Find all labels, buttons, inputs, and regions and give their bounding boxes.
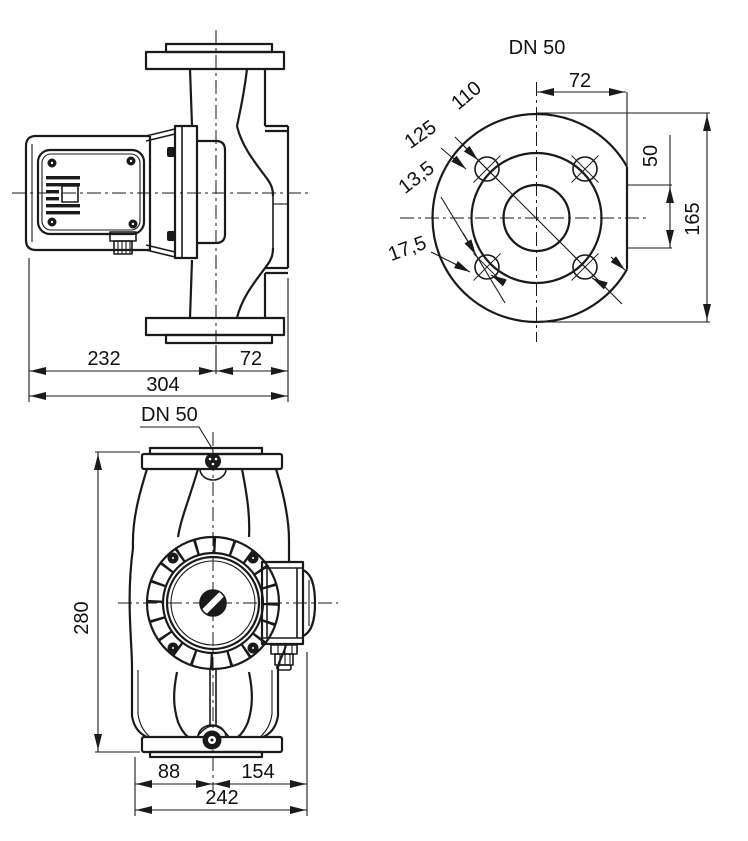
flange-dim-72 [537, 70, 627, 166]
side-view-dimensions [29, 258, 288, 402]
dim-label-110: 110 [447, 77, 486, 115]
vent-slots [46, 176, 80, 214]
adapter-plate [175, 126, 197, 258]
neck-right [237, 69, 247, 126]
dim-label-125: 125 [400, 116, 441, 154]
flange-dim-50 [628, 135, 672, 248]
neck-bottom-left [190, 260, 192, 318]
dim-label-280: 280 [71, 601, 93, 635]
flange-view [385, 37, 710, 342]
dim-label-17-5: 17,5 [385, 231, 430, 266]
dim-label-13-5: 13,5 [394, 157, 439, 199]
adapter-bolt-top [167, 147, 176, 157]
volute-curve-top [237, 126, 273, 196]
dim-label-304: 304 [146, 374, 180, 396]
bottom-flange [146, 318, 284, 335]
dim-label-242: 242 [205, 787, 239, 809]
adapter-bolt-bottom [167, 231, 176, 241]
dim-label-154: 154 [241, 761, 275, 783]
impeller-chamber [197, 141, 225, 243]
top-flange-bolt [205, 453, 221, 469]
dim-label-50: 50 [640, 144, 662, 168]
dim-label-72-side: 72 [239, 348, 263, 370]
front-bottom-flange-lip [150, 752, 262, 757]
dn-leader-line [140, 427, 213, 450]
bottom-flange-lip [166, 335, 272, 343]
dim-label-72-flange: 72 [568, 70, 592, 92]
front-view [71, 404, 338, 816]
leader-lines [431, 137, 625, 304]
dim-label-232: 232 [87, 348, 121, 370]
volute-curve-bottom [237, 248, 273, 318]
dim-label-165: 165 [682, 202, 704, 236]
top-flange [146, 52, 284, 69]
front-view-dn-label: DN 50 [141, 404, 198, 426]
top-flange-lip [166, 44, 272, 52]
flange-view-title: DN 50 [508, 37, 566, 59]
motor-ring [147, 537, 279, 669]
dim-label-88: 88 [157, 761, 181, 783]
neck-left [190, 69, 192, 126]
side-view [12, 30, 308, 402]
